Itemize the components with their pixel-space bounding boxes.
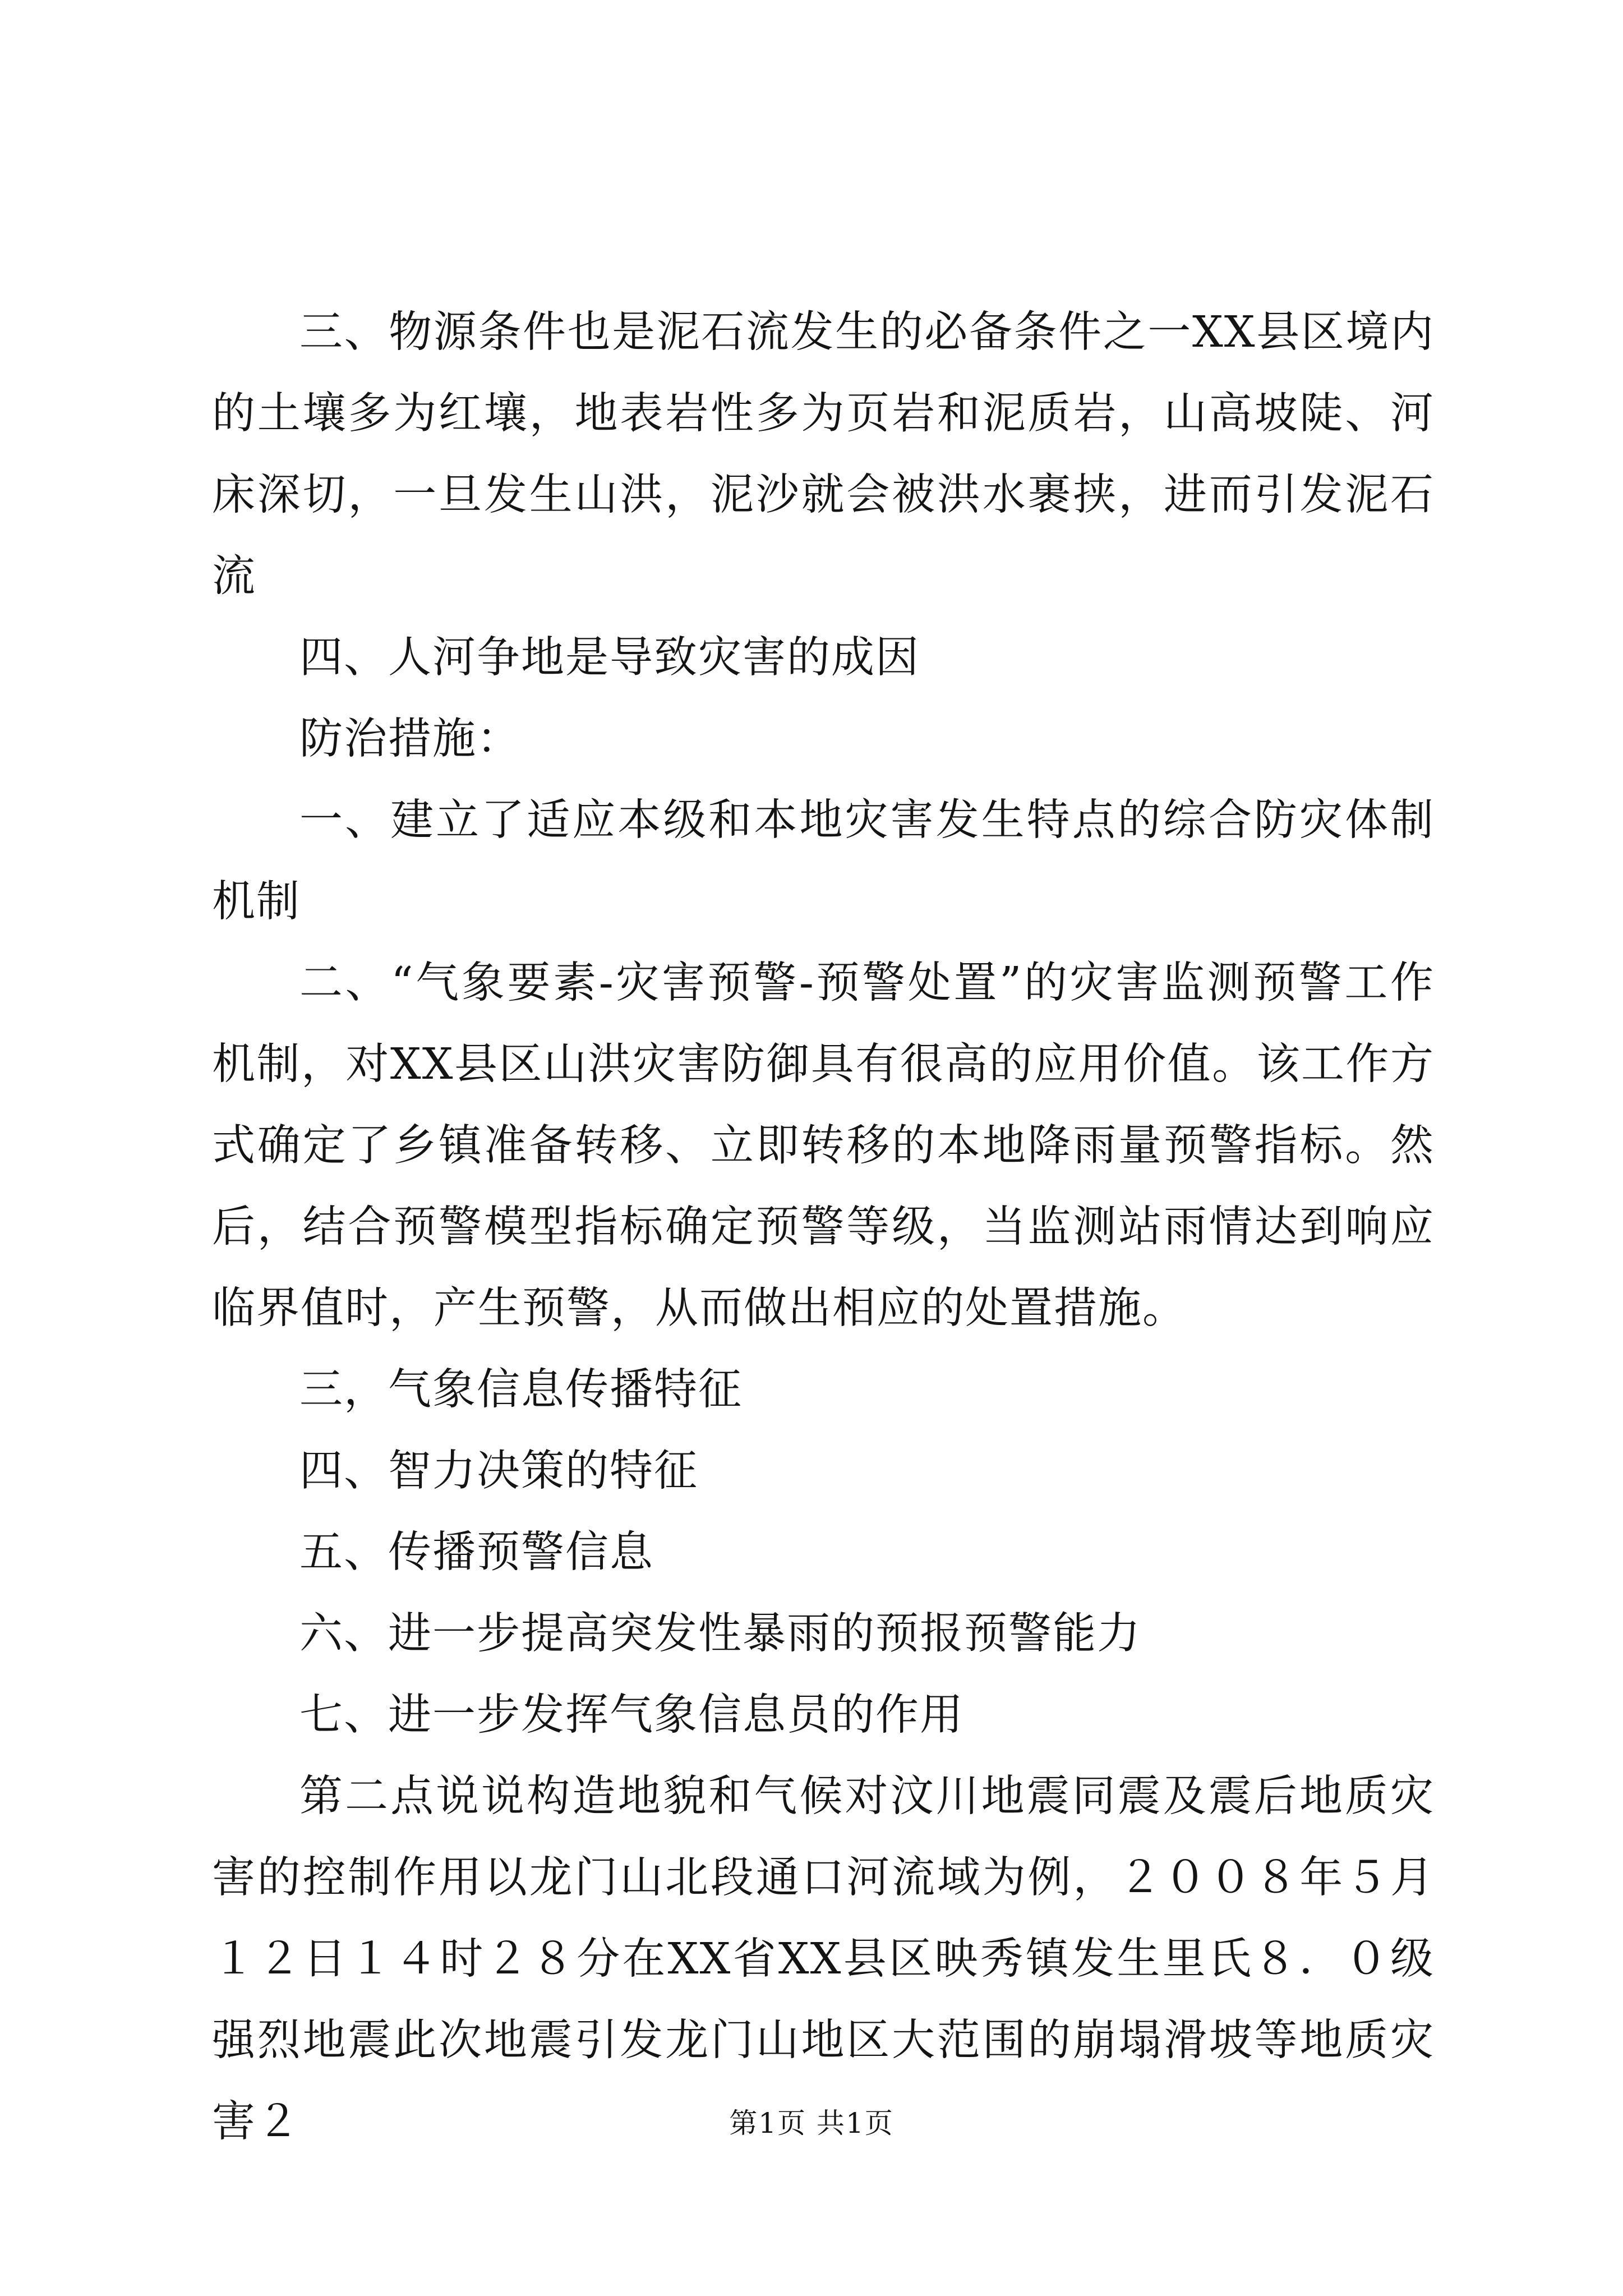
paragraph-measure-3: 三，气象信息传播特征 [299, 1365, 743, 1415]
paragraph-measure-4: 四、智力决策的特征 [299, 1446, 698, 1496]
paragraph-measure-1: 一、建立了适应本级和本地灾害发生特点的综合防灾体制机制 [212, 795, 1435, 927]
paragraph-river-land-conflict: 四、人河争地是导致灾害的成因 [299, 633, 920, 683]
paragraph-second-point: 第二点说说构造地貌和气候对汶川地震同震及震后地质灾害的控制作用以龙门山北段通口河流域为例，２００８年５月１２日１４时２８分在XX省XX县区映秀镇发生里氏８．０级强烈地震此次地震引发龙门山地区大范围的崩塌滑坡等地质灾害２ [212, 1772, 1435, 2147]
paragraph-measure-7: 七、进一步发挥气象信息员的作用 [299, 1690, 964, 1740]
document-body [212, 292, 1435, 2162]
paragraph-measure-6: 六、进一步提高突发性暴雨的预报预警能力 [299, 1609, 1141, 1659]
page-footer: 第1页 共1页 [729, 2107, 894, 2139]
paragraph-measure-5: 五、传播预警信息 [299, 1527, 654, 1577]
paragraph-measure-2: 二、“气象要素-灾害预警-预警处置”的灾害监测预警工作机制，对XX县区山洪灾害防御具有很高的应用价值。该工作方式确定了乡镇准备转移、立即转移的本地降雨量预警指标。然后，结合预警模型指标确定预警等级，当监测站雨情达到响应临界值时，产生预警，从而做出相应的处置措施。 [212, 958, 1435, 1333]
paragraph-material-conditions: 三、物源条件也是泥石流发生的必备条件之一XX县区境内的土壤多为红壤，地表岩性多为页岩和泥质岩，山高坡陡、河床深切，一旦发生山洪，泥沙就会被洪水裹挟，进而引发泥石流 [212, 307, 1435, 601]
paragraph-prevention-heading: 防治措施： [299, 714, 521, 764]
